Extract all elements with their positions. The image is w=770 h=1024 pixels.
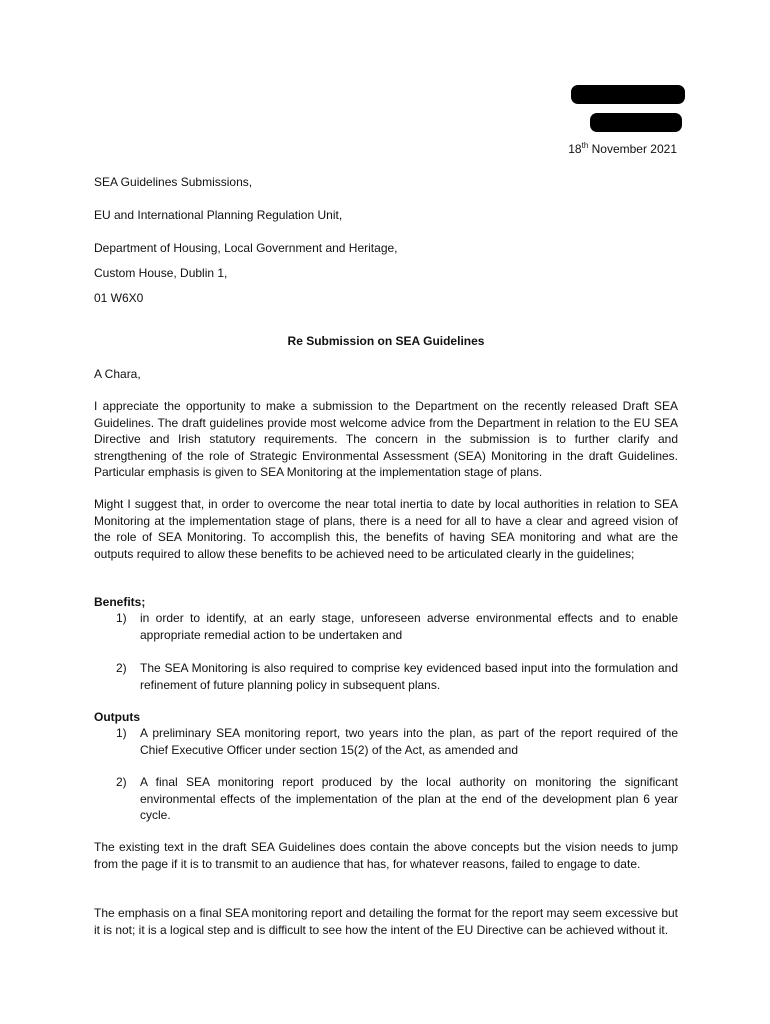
paragraph-emphasis: The emphasis on a final SEA monitoring report and detailing the format for the report may seem excessive but it is not; it is a logical step and is difficult to see how the intent of the EU Directive can be achieved without it. — [94, 906, 678, 937]
benefit-item-1 — [94, 610, 678, 643]
letter-date — [568, 141, 677, 158]
output-item-1-text: A preliminary SEA monitoring report, two years into the plan, as part of the report required of the Chief Executive Officer under section 15(2) of the Act, as amended and — [140, 726, 678, 757]
paragraph-suggestion: Might I suggest that, in order to overcome the near total inertia to date by local authorities in relation to SEA Monitoring at the implementation stage of plans, there is a need for all to have a clear and agreed vision of the role of SEA Monitoring. To accomplish this, the benefits of having SEA monitoring and what are the outputs required to allow these benefits to be achieved need to be articulated clearly in the guidelines; — [94, 497, 678, 561]
benefits-heading: Benefits; — [94, 595, 146, 609]
output-item-2 — [94, 774, 678, 824]
address-line-2: EU and International Planning Regulation Unit, — [94, 208, 343, 222]
benefit-item-2-number: 2) — [116, 661, 127, 675]
redacted-sender-name — [571, 85, 685, 104]
paragraph-existing-text: The existing text in the draft SEA Guidelines does contain the above concepts but the vision needs to jump from the page if it is to transmit to an audience that has, for whatever reasons, failed to engage to date. — [94, 840, 678, 871]
address-line-3: Department of Housing, Local Government and Heritage, — [94, 241, 398, 255]
benefit-item-1-number: 1) — [116, 611, 127, 625]
subject-heading: Re Submission on SEA Guidelines — [287, 334, 485, 348]
benefit-item-2-text: The SEA Monitoring is also required to comprise key evidenced based input into the formulation and refinement of future planning policy in subsequent plans. — [140, 661, 678, 692]
date-day: 18 — [568, 142, 582, 156]
benefit-item-2 — [94, 660, 678, 693]
output-item-1-number: 1) — [116, 726, 127, 740]
benefit-item-1-text: in order to identify, at an early stage, unforeseen adverse environmental effects and to enable appropriate remedial action to be undertaken and — [140, 611, 678, 642]
output-item-2-text: A final SEA monitoring report produced by the local authority on monitoring the significant environmental effects of the implementation of the plan at the end of the development plan 6 year cycle. — [140, 775, 678, 822]
address-line-4: Custom House, Dublin 1, — [94, 266, 228, 280]
salutation: A Chara, — [94, 367, 141, 381]
outputs-heading: Outputs — [94, 710, 140, 724]
output-item-1 — [94, 725, 678, 758]
redacted-sender-address — [590, 113, 682, 132]
address-line-5: 01 W6X0 — [94, 291, 144, 305]
paragraph-intro: I appreciate the opportunity to make a submission to the Department on the recently released Draft SEA Guidelines. The draft guidelines provide most welcome advice from the Department in relation to the EU SEA Directive and Irish statutory requirements. The concern in the submission is to further clarify and strengthening of the role of Strategic Environmental Assessment (SEA) Monitoring in the draft Guidelines. Particular emphasis is given to SEA Monitoring at the implementation stage of plans. — [94, 399, 678, 479]
date-suffix: th — [581, 141, 589, 150]
address-line-1: SEA Guidelines Submissions, — [94, 175, 253, 189]
date-rest: November 2021 — [591, 142, 677, 156]
output-item-2-number: 2) — [116, 775, 127, 789]
